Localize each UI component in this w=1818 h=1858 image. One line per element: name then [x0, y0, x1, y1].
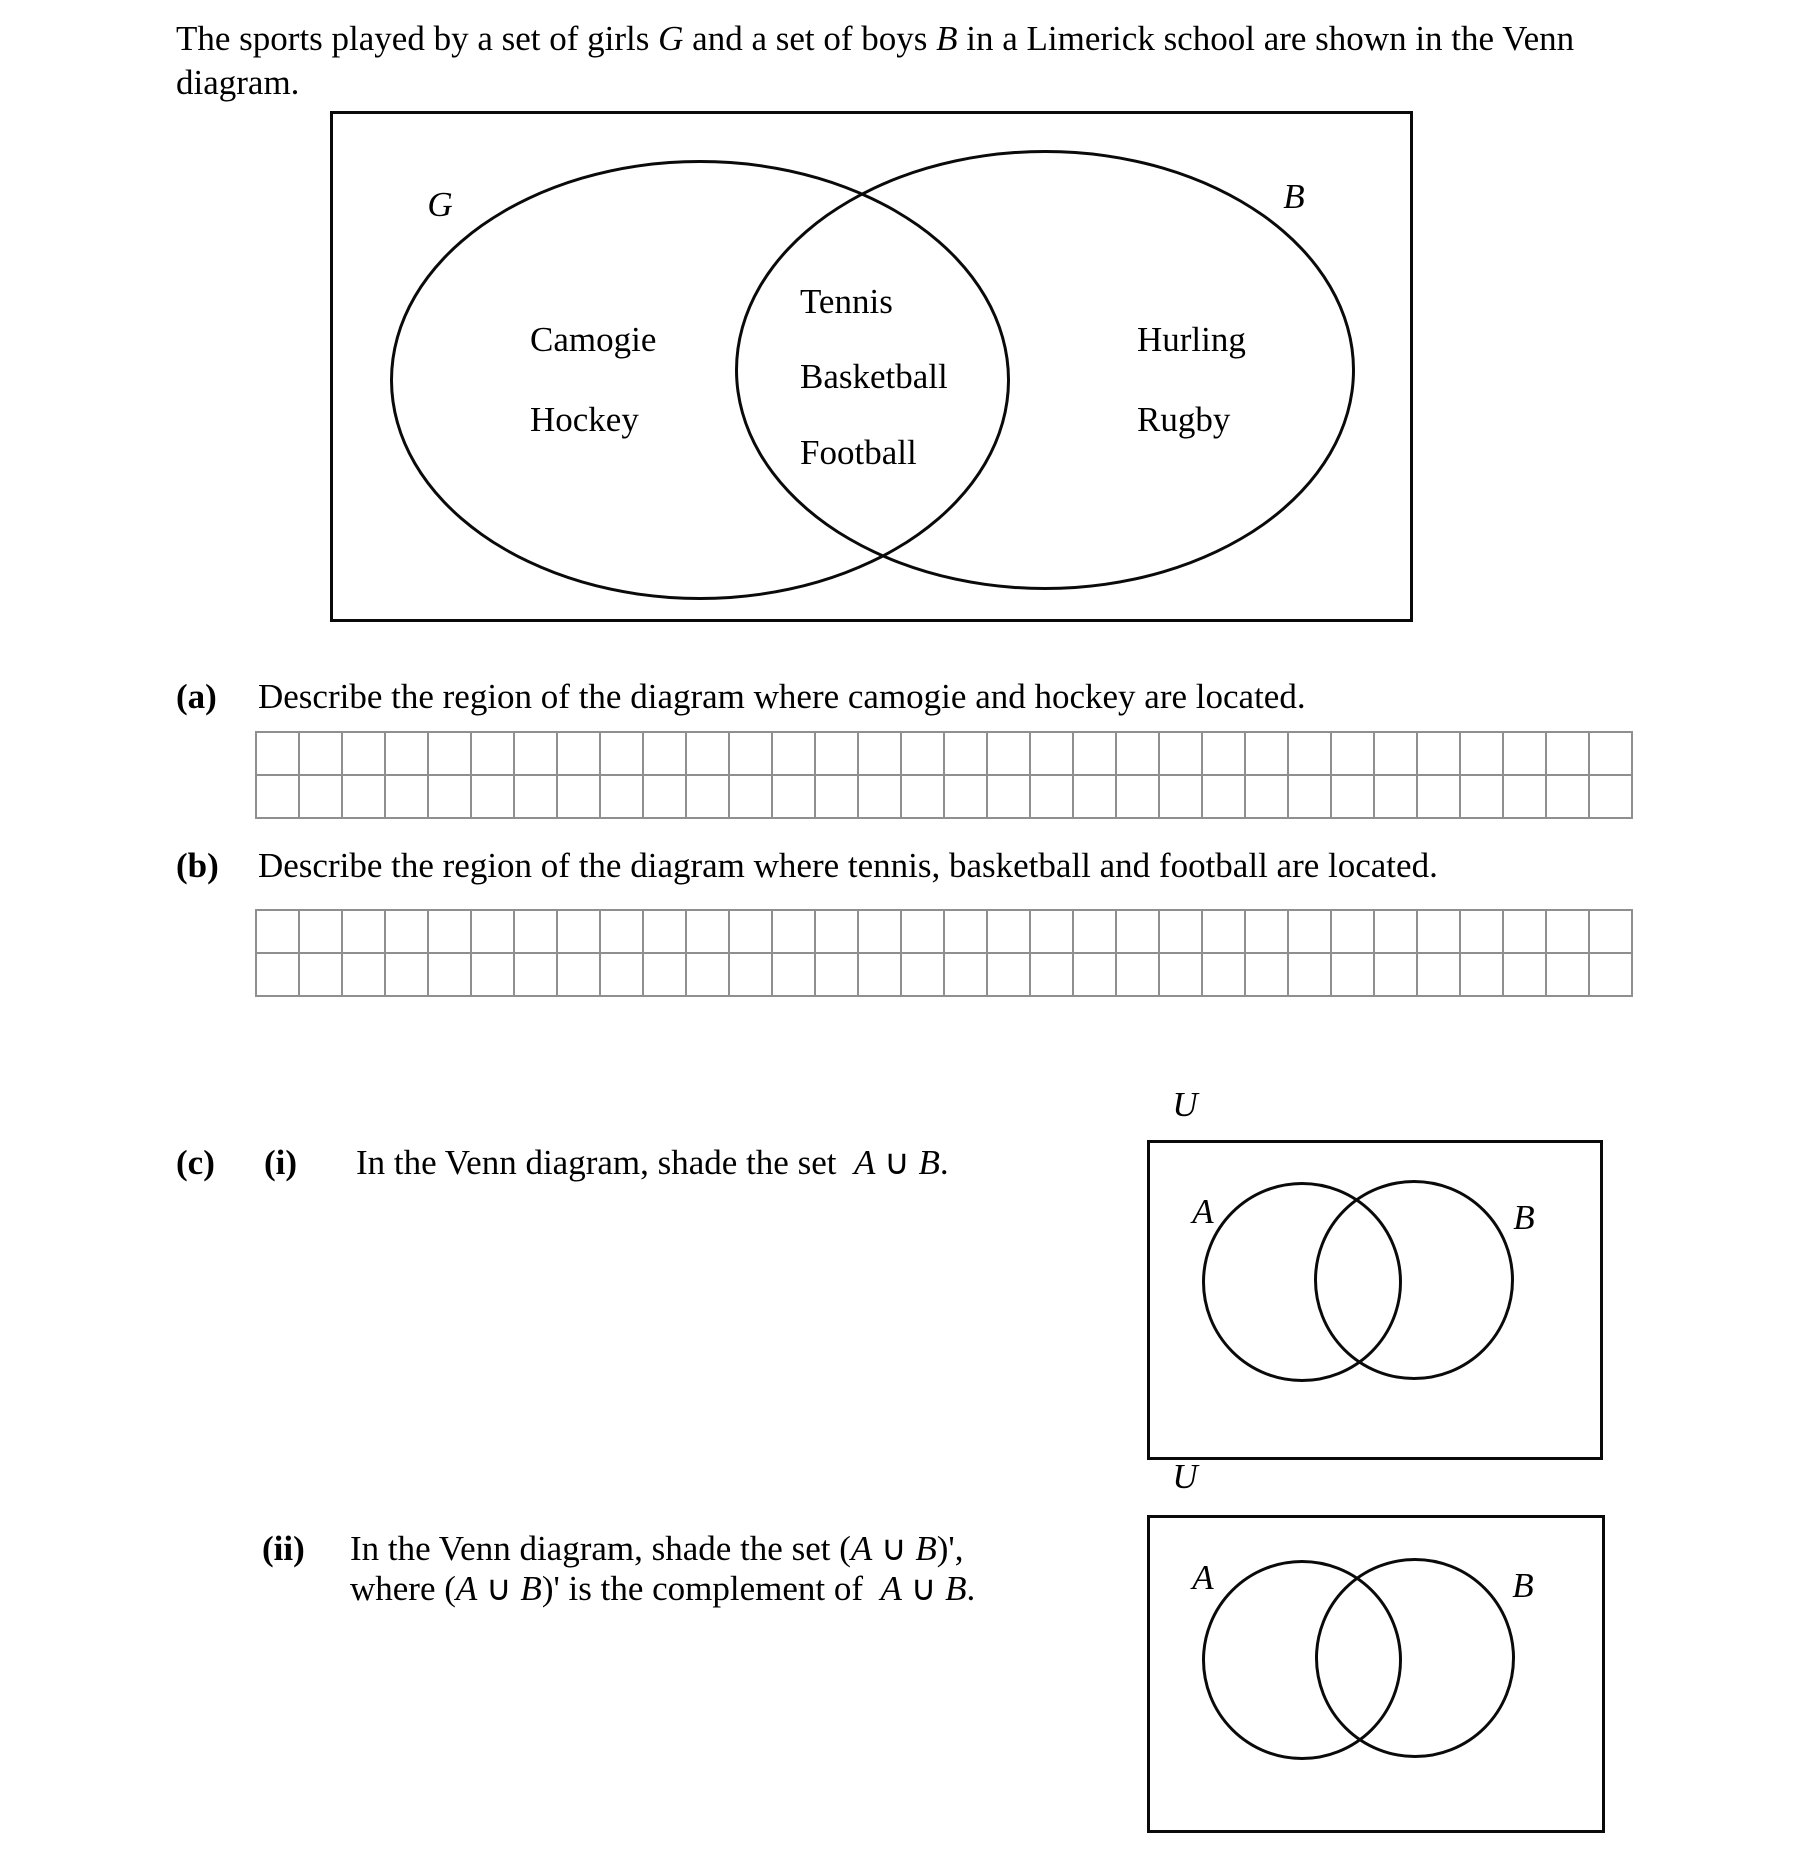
answer-grid-cell [601, 911, 644, 954]
answer-grid-cell [1461, 733, 1504, 776]
answer-grid-cell [945, 954, 988, 997]
text-segment: )' is the complement of [541, 1569, 881, 1608]
text-segment: ∪ [875, 1143, 919, 1182]
answer-grid-cell [300, 911, 343, 954]
answer-grid-cell [1461, 954, 1504, 997]
answer-grid-cell [515, 776, 558, 819]
set-letter: A [850, 1529, 873, 1568]
sport-label-hurling: Hurling [1137, 320, 1246, 359]
answer-grid-cell [1461, 911, 1504, 954]
venn-ii-set-a-label: A [1192, 1558, 1214, 1597]
answer-grid-cell [687, 911, 730, 954]
text-segment: ∪ [872, 1529, 916, 1568]
part-c-label: (c) [176, 1143, 215, 1182]
answer-grid-cell [1375, 776, 1418, 819]
answer-grid-cell [257, 776, 300, 819]
answer-grid-cell [1074, 776, 1117, 819]
answer-grid-cell [1117, 911, 1160, 954]
answer-grid-cell [730, 776, 773, 819]
part-b-label: (b) [176, 846, 219, 885]
answer-grid-cell [429, 954, 472, 997]
answer-grid-cell [386, 954, 429, 997]
answer-grid-cell [1547, 911, 1590, 954]
answer-grid-cell [1418, 911, 1461, 954]
set-letter: A [853, 1143, 876, 1182]
answer-grid-cell [988, 733, 1031, 776]
answer-grid-cell [1461, 776, 1504, 819]
answer-grid-cell [386, 733, 429, 776]
answer-grid-cell [1590, 954, 1633, 997]
answer-grid-cell [300, 733, 343, 776]
answer-grid-cell [1203, 954, 1246, 997]
answer-grid-cell [558, 733, 601, 776]
sport-label-football: Football [800, 433, 917, 472]
answer-grid-cell [859, 954, 902, 997]
answer-grid-cell [816, 954, 859, 997]
answer-grid-cell [1547, 954, 1590, 997]
set-b-label: B [1283, 177, 1305, 216]
answer-grid-cell [558, 911, 601, 954]
text-segment: The sports played by a set of girls [176, 19, 659, 58]
answer-grid-b [255, 909, 1633, 997]
answer-grid-cell [300, 776, 343, 819]
answer-grid-cell [1289, 733, 1332, 776]
answer-grid-cell [1031, 733, 1074, 776]
answer-grid-cell [515, 733, 558, 776]
answer-grid-cell [1117, 954, 1160, 997]
answer-grid-cell [1504, 954, 1547, 997]
answer-grid-cell [601, 776, 644, 819]
answer-grid-cell [1246, 733, 1289, 776]
venn-i-set-b-circle [1314, 1180, 1514, 1380]
answer-grid-cell [644, 733, 687, 776]
answer-grid-cell [1160, 776, 1203, 819]
answer-grid-cell [1074, 733, 1117, 776]
answer-grid-cell [1590, 911, 1633, 954]
answer-grid-cell [429, 733, 472, 776]
answer-grid-cell [687, 733, 730, 776]
part-c-ii-question-line-2 [350, 1568, 975, 1610]
part-c-i-label: (i) [264, 1143, 298, 1182]
venn-i-set-a-label: A [1192, 1192, 1214, 1231]
set-letter: B [936, 19, 958, 58]
text-segment: In the Venn diagram, shade the set ( [350, 1529, 851, 1568]
text-segment: . [966, 1569, 976, 1608]
set-letter: B [918, 1143, 940, 1182]
answer-grid-cell [472, 733, 515, 776]
set-letter: B [520, 1569, 542, 1608]
set-letter: G [658, 19, 684, 58]
venn-ii-set-b-circle [1315, 1558, 1515, 1758]
answer-grid-cell [902, 776, 945, 819]
answer-grid-cell [773, 954, 816, 997]
answer-grid-cell [730, 733, 773, 776]
answer-grid-cell [257, 911, 300, 954]
answer-grid-cell [687, 776, 730, 819]
answer-grid-cell [945, 733, 988, 776]
answer-grid-cell [988, 954, 1031, 997]
venn-ii-universe-label: U [1172, 1457, 1198, 1496]
answer-grid-cell [773, 911, 816, 954]
answer-grid-cell [343, 911, 386, 954]
answer-grid-cell [644, 954, 687, 997]
answer-grid-cell [1547, 776, 1590, 819]
answer-grid-cell [601, 954, 644, 997]
answer-grid-cell [386, 911, 429, 954]
answer-grid-cell [386, 776, 429, 819]
part-a-question: Describe the region of the diagram where camogie and hockey are located. [258, 677, 1306, 716]
answer-grid-cell [859, 733, 902, 776]
answer-grid-cell [1031, 776, 1074, 819]
answer-grid-cell [601, 733, 644, 776]
set-letter: A [880, 1569, 902, 1608]
answer-grid-cell [1246, 776, 1289, 819]
answer-grid-cell [1289, 911, 1332, 954]
text-segment: where ( [350, 1569, 456, 1608]
answer-grid-cell [1547, 733, 1590, 776]
answer-grid-cell [257, 733, 300, 776]
answer-grid-cell [515, 954, 558, 997]
venn-i-set-b-label: B [1513, 1198, 1535, 1237]
answer-grid-cell [1160, 954, 1203, 997]
answer-grid-cell [859, 776, 902, 819]
part-b-question: Describe the region of the diagram where tennis, basketball and football are located. [258, 846, 1438, 885]
answer-grid-cell [1504, 733, 1547, 776]
answer-grid-cell [988, 776, 1031, 819]
answer-grid-cell [343, 776, 386, 819]
set-g-label: G [427, 185, 453, 224]
part-c-ii-label: (ii) [262, 1529, 305, 1568]
sport-label-basketball: Basketball [800, 357, 948, 396]
answer-grid-cell [773, 733, 816, 776]
answer-grid-cell [515, 911, 558, 954]
answer-grid-cell [1031, 954, 1074, 997]
answer-grid-cell [1117, 776, 1160, 819]
set-letter: B [915, 1529, 937, 1568]
answer-grid-cell [429, 911, 472, 954]
text-segment: In the Venn diagram, shade the set [356, 1143, 854, 1182]
answer-grid-cell [902, 733, 945, 776]
answer-grid-cell [1418, 776, 1461, 819]
answer-grid-cell [472, 776, 515, 819]
set-letter: A [455, 1569, 478, 1608]
answer-grid-cell [1117, 733, 1160, 776]
answer-grid-cell [988, 911, 1031, 954]
answer-grid-cell [1246, 954, 1289, 997]
answer-grid-cell [902, 911, 945, 954]
set-letter: B [945, 1569, 967, 1608]
part-c-ii-question-line-1 [350, 1528, 964, 1570]
answer-grid-cell [644, 776, 687, 819]
intro-line-1 [176, 18, 1574, 60]
answer-grid-cell [343, 954, 386, 997]
sport-label-hockey: Hockey [530, 400, 639, 439]
text-segment: in a Limerick school are shown in the Venn [957, 19, 1575, 58]
answer-grid-cell [945, 776, 988, 819]
answer-grid-cell [1375, 954, 1418, 997]
answer-grid-cell [730, 911, 773, 954]
answer-grid-cell [1160, 911, 1203, 954]
sport-label-tennis: Tennis [800, 282, 893, 321]
answer-grid-cell [1375, 733, 1418, 776]
answer-grid-cell [945, 911, 988, 954]
venn-i-universe-label: U [1172, 1085, 1198, 1124]
answer-grid-cell [1418, 733, 1461, 776]
text-segment: and a set of boys [683, 19, 937, 58]
answer-grid-cell [1203, 733, 1246, 776]
answer-grid-cell [558, 954, 601, 997]
answer-grid-cell [644, 911, 687, 954]
answer-grid-cell [558, 776, 601, 819]
answer-grid-cell [816, 776, 859, 819]
answer-grid-cell [1031, 911, 1074, 954]
part-c-i-question [356, 1142, 949, 1184]
answer-grid-cell [859, 911, 902, 954]
answer-grid-cell [1074, 911, 1117, 954]
answer-grid-cell [1289, 954, 1332, 997]
part-a-label: (a) [176, 677, 217, 716]
answer-grid-cell [1590, 733, 1633, 776]
answer-grid-cell [1246, 911, 1289, 954]
answer-grid-cell [1504, 911, 1547, 954]
answer-grid-cell [1590, 776, 1633, 819]
answer-grid-cell [902, 954, 945, 997]
answer-grid-cell [472, 911, 515, 954]
answer-grid-cell [343, 733, 386, 776]
text-segment: . [939, 1143, 949, 1182]
answer-grid-cell [257, 954, 300, 997]
sport-label-camogie: Camogie [530, 320, 657, 359]
answer-grid-cell [1332, 954, 1375, 997]
answer-grid-cell [816, 733, 859, 776]
answer-grid-cell [1332, 911, 1375, 954]
answer-grid-cell [1504, 776, 1547, 819]
answer-grid-cell [1074, 954, 1117, 997]
answer-grid-cell [1332, 733, 1375, 776]
answer-grid-a [255, 731, 1633, 819]
sport-label-rugby: Rugby [1137, 400, 1231, 439]
text-segment: )', [936, 1529, 964, 1568]
answer-grid-cell [773, 776, 816, 819]
answer-grid-cell [1375, 911, 1418, 954]
answer-grid-cell [1160, 733, 1203, 776]
answer-grid-cell [472, 954, 515, 997]
answer-grid-cell [1203, 911, 1246, 954]
answer-grid-cell [816, 911, 859, 954]
text-segment: ∪ [477, 1569, 521, 1608]
answer-grid-cell [1332, 776, 1375, 819]
venn-ii-set-b-label: B [1512, 1566, 1534, 1605]
answer-grid-cell [1203, 776, 1246, 819]
answer-grid-cell [300, 954, 343, 997]
answer-grid-cell [687, 954, 730, 997]
intro-line-2: diagram. [176, 63, 300, 102]
answer-grid-cell [1289, 776, 1332, 819]
text-segment: ∪ [901, 1569, 946, 1608]
answer-grid-cell [429, 776, 472, 819]
answer-grid-cell [1418, 954, 1461, 997]
answer-grid-cell [730, 954, 773, 997]
